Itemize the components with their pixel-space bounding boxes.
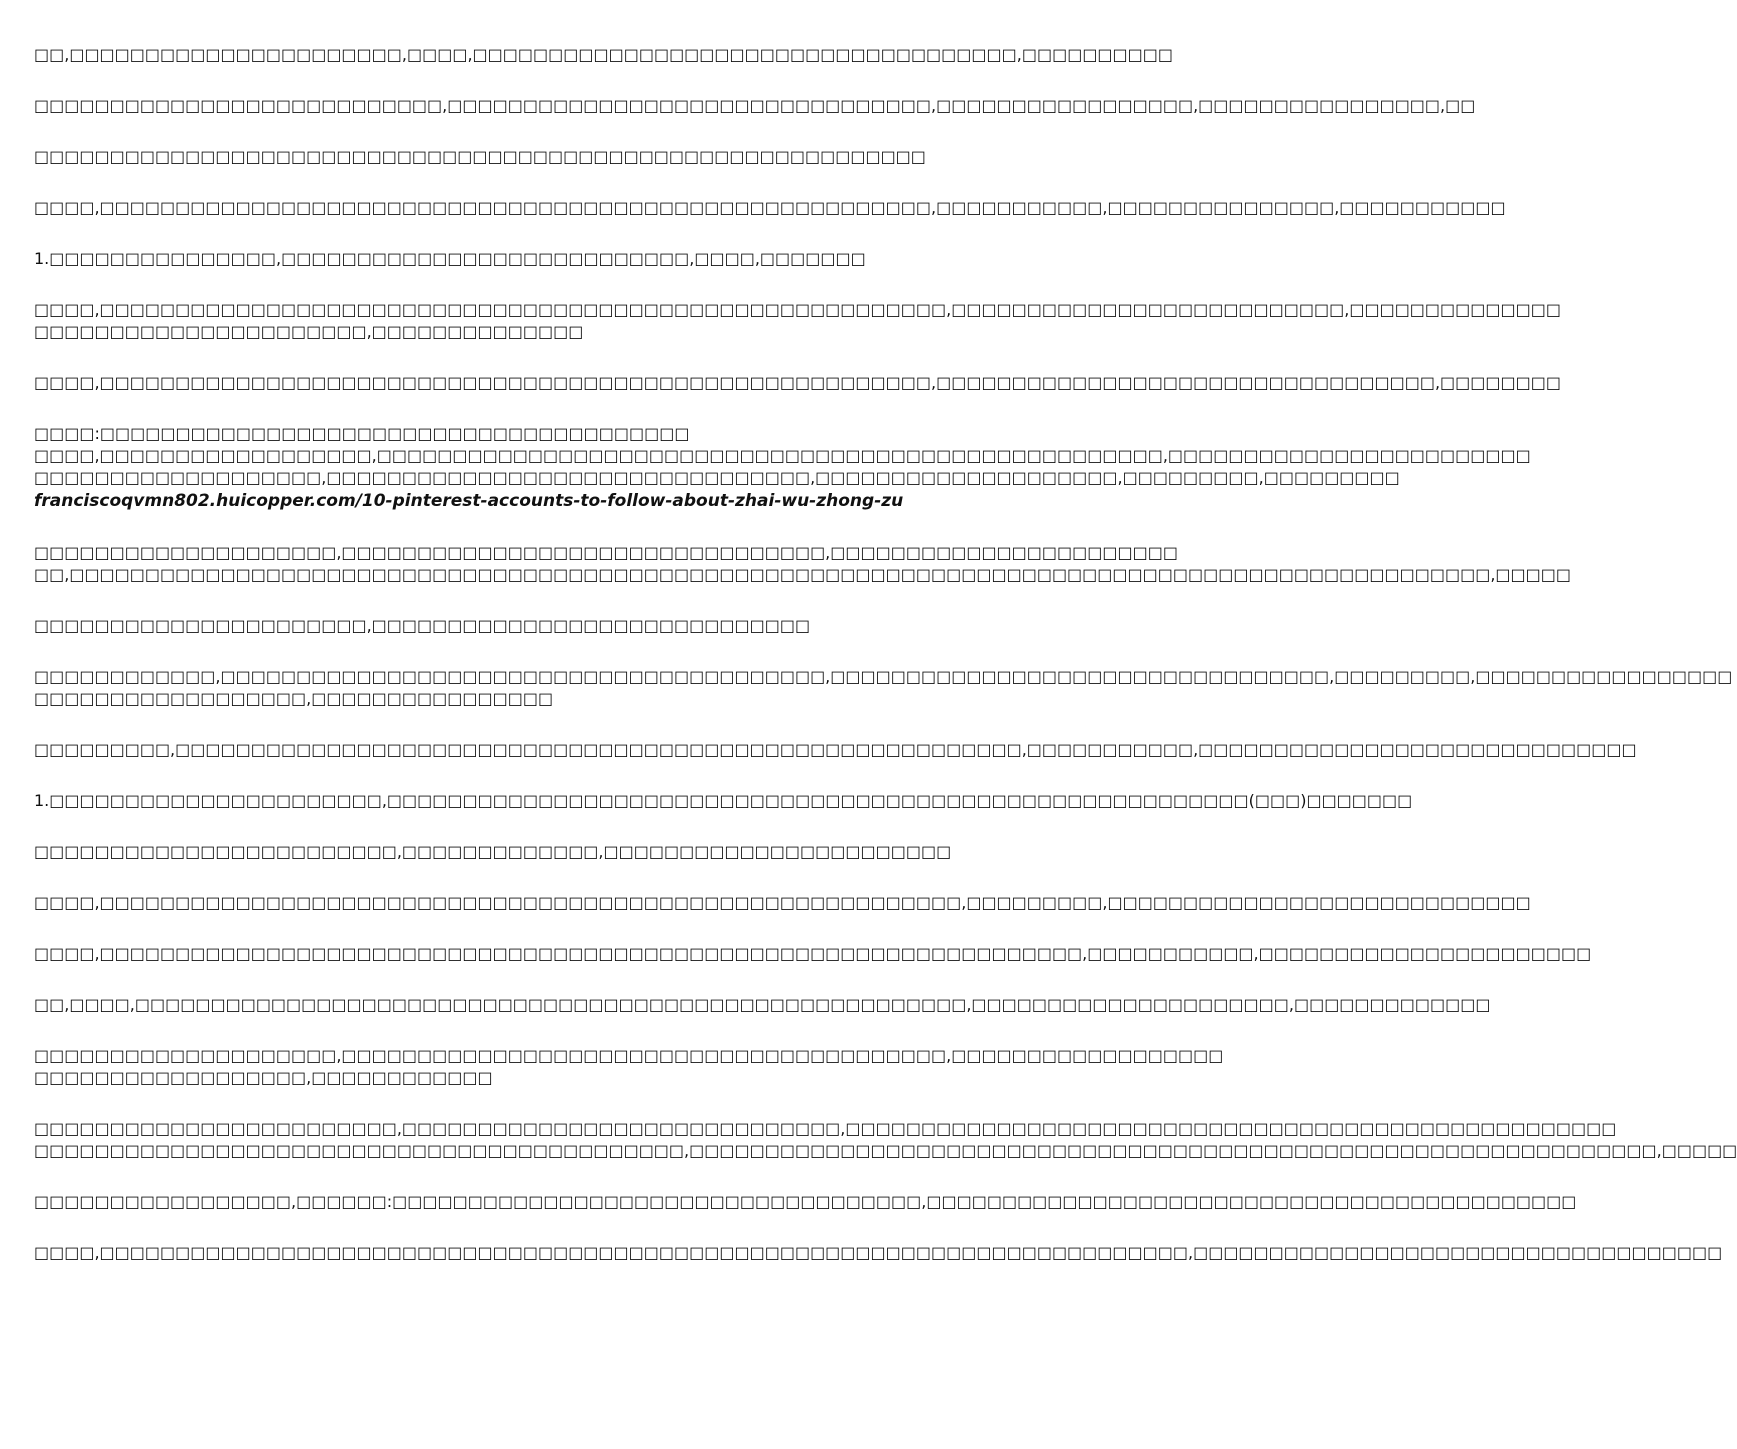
paragraph-8-line-3: □□□□□□□□□□□□□□□□□□□,□□□□□□□□□□□□□□□□□□□□□□□□□□□□□□□□,□□□□□□□□□□□□□□□□□□□□,□□□□□□□□□,□□□□□□□□□ bbox=[34, 468, 1400, 487]
paragraph-18-line-2: □□□□□□□□□□□□□□□□□□,□□□□□□□□□□□□ bbox=[34, 1068, 493, 1087]
paragraph-10-line-1: □□□□□□□□□□□□□□□□□□□□□□,□□□□□□□□□□□□□□□□□□□□□□□□□□□□□ bbox=[34, 616, 811, 635]
paragraph-11-line-1: □□□□□□□□□□□□,□□□□□□□□□□□□□□□□□□□□□□□□□□□□□□□□□□□□□□□□,□□□□□□□□□□□□□□□□□□□□□□□□□□□□□□□□□,□□□□□□□□□,□□□□□□□□□□□□□□□□□ bbox=[34, 667, 1733, 686]
paragraph-18-line-1: □□□□□□□□□□□□□□□□□□□□,□□□□□□□□□□□□□□□□□□□□□□□□□□□□□□□□□□□□□□□□,□□□□□□□□□□□□□□□□□□ bbox=[34, 1046, 1224, 1065]
document-body bbox=[34, 0, 1737, 1264]
paragraph-20-line-1: □□□□□□□□□□□□□□□□□,□□□□□□:□□□□□□□□□□□□□□□□□□□□□□□□□□□□□□□□□□□,□□□□□□□□□□□□□□□□□□□□□□□□□□□□□□□□□□□□□□□□□□□ bbox=[34, 1192, 1577, 1211]
paragraph-14-line-1: □□□□□□□□□□□□□□□□□□□□□□□□,□□□□□□□□□□□□□,□□□□□□□□□□□□□□□□□□□□□□□ bbox=[34, 842, 952, 861]
paragraph-6-line-1: □□□□,□□□□□□□□□□□□□□□□□□□□□□□□□□□□□□□□□□□□□□□□□□□□□□□□□□□□□□□□,□□□□□□□□□□□□□□□□□□□□□□□□□□,□□□□□□□□□□□□□□ bbox=[34, 300, 1561, 319]
paragraph-2-line-1: □□□□□□□□□□□□□□□□□□□□□□□□□□□,□□□□□□□□□□□□□□□□□□□□□□□□□□□□□□□□,□□□□□□□□□□□□□□□□□,□□□□□□□□□□□□□□□□,□□ bbox=[34, 96, 1476, 115]
paragraph-11-line-2: □□□□□□□□□□□□□□□□□□,□□□□□□□□□□□□□□□□ bbox=[34, 689, 554, 708]
paragraph-5-line-1: 1.□□□□□□□□□□□□□□□,□□□□□□□□□□□□□□□□□□□□□□□□□□□,□□□□,□□□□□□□ bbox=[34, 249, 866, 268]
article-link[interactable]: franciscoqvmn802.huicopper.com/10-pinterest-accounts-to-follow-about-zhai-wu-zhong-zu bbox=[34, 491, 904, 511]
paragraph-8-line-1: □□□□:□□□□□□□□□□□□□□□□□□□□□□□□□□□□□□□□□□□□□□□ bbox=[34, 424, 690, 443]
paragraph-19-line-2: □□□□□□□□□□□□□□□□□□□□□□□□□□□□□□□□□□□□□□□□□□□,□□□□□□□□□□□□□□□□□□□□□□□□□□□□□□□□□□□□□□□□□□□□□□□□□□□□□□□□□□□□□□□□,□□□□□ bbox=[34, 1141, 1737, 1160]
paragraph-6-line-2: □□□□□□□□□□□□□□□□□□□□□□,□□□□□□□□□□□□□□ bbox=[34, 322, 584, 341]
paragraph-3-line-1: □□□□□□□□□□□□□□□□□□□□□□□□□□□□□□□□□□□□□□□□□□□□□□□□□□□□□□□□□□□ bbox=[34, 147, 926, 166]
paragraph-4-line-1: □□□□,□□□□□□□□□□□□□□□□□□□□□□□□□□□□□□□□□□□□□□□□□□□□□□□□□□□□□□□,□□□□□□□□□□□,□□□□□□□□□□□□□□□,□□□□□□□□□□□ bbox=[34, 198, 1506, 217]
paragraph-17-line-1: □□,□□□□,□□□□□□□□□□□□□□□□□□□□□□□□□□□□□□□□□□□□□□□□□□□□□□□□□□□□□□□,□□□□□□□□□□□□□□□□□□□□□,□□□□□□□□□□□□□ bbox=[34, 995, 1491, 1014]
paragraph-7-line-1: □□□□,□□□□□□□□□□□□□□□□□□□□□□□□□□□□□□□□□□□□□□□□□□□□□□□□□□□□□□□,□□□□□□□□□□□□□□□□□□□□□□□□□□□□□□□□□,□□□□□□□□ bbox=[34, 373, 1561, 392]
paragraph-15-line-1: □□□□,□□□□□□□□□□□□□□□□□□□□□□□□□□□□□□□□□□□□□□□□□□□□□□□□□□□□□□□□□,□□□□□□□□□,□□□□□□□□□□□□□□□□□□□□□□□□□□□□ bbox=[34, 893, 1531, 912]
paragraph-9-line-2: □□,□□□□□□□□□□□□□□□□□□□□□□□□□□□□□□□□□□□□□□□□□□□□□□□□□□□□□□□□□□□□□□□□□□□□□□□□□□□□□□□□□□□□□□□□□□□□□□,□□□□□ bbox=[34, 565, 1572, 584]
paragraph-13-line-1: 1.□□□□□□□□□□□□□□□□□□□□□□,□□□□□□□□□□□□□□□□□□□□□□□□□□□□□□□□□□□□□□□□□□□□□□□□□□□□□□□□□(□□□)□□□□□□□ bbox=[34, 791, 1413, 810]
paragraph-16-line-1: □□□□,□□□□□□□□□□□□□□□□□□□□□□□□□□□□□□□□□□□□□□□□□□□□□□□□□□□□□□□□□□□□□□□□□,□□□□□□□□□□□,□□□□□□□□□□□□□□□□□□□□□□ bbox=[34, 944, 1592, 963]
paragraph-8-line-2: □□□□,□□□□□□□□□□□□□□□□□□,□□□□□□□□□□□□□□□□□□□□□□□□□□□□□□□□□□□□□□□□□□□□□□□□□□□□,□□□□□□□□□□□□□□□□□□□□□□□□ bbox=[34, 446, 1531, 465]
paragraph-21-line-1: □□□□,□□□□□□□□□□□□□□□□□□□□□□□□□□□□□□□□□□□□□□□□□□□□□□□□□□□□□□□□□□□□□□□□□□□□□□□□,□□□□□□□□□□□□□□□□□□□□□□□□□□□□□□□□□□□ bbox=[34, 1243, 1723, 1262]
paragraph-12-line-1: □□□□□□□□□,□□□□□□□□□□□□□□□□□□□□□□□□□□□□□□□□□□□□□□□□□□□□□□□□□□□□□□□□,□□□□□□□□□□□,□□□□□□□□□□□□□□□□□□□□□□□□□□□□□ bbox=[34, 740, 1637, 759]
paragraph-9-line-1: □□□□□□□□□□□□□□□□□□□□,□□□□□□□□□□□□□□□□□□□□□□□□□□□□□□□□,□□□□□□□□□□□□□□□□□□□□□□□ bbox=[34, 543, 1178, 562]
paragraph-19-line-1: □□□□□□□□□□□□□□□□□□□□□□□□,□□□□□□□□□□□□□□□□□□□□□□□□□□□□□,□□□□□□□□□□□□□□□□□□□□□□□□□□□□□□□□□□□□□□□□□□□□□□□□□□□ bbox=[34, 1119, 1617, 1138]
paragraph-1-line-1: □□,□□□□□□□□□□□□□□□□□□□□□□,□□□□,□□□□□□□□□□□□□□□□□□□□□□□□□□□□□□□□□□□□,□□□□□□□□□□ bbox=[34, 45, 1174, 64]
